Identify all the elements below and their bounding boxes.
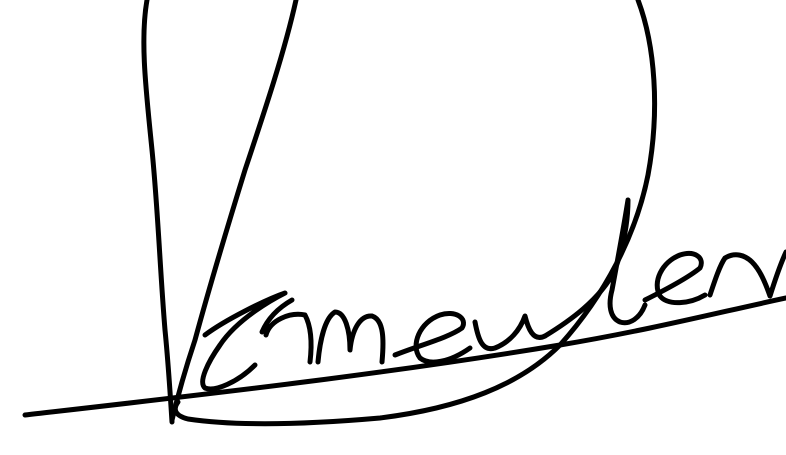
signature-stroke-letter-e2 bbox=[395, 313, 470, 362]
signature-stroke-letter-r bbox=[262, 300, 311, 362]
signature-stroke-v-right bbox=[172, 0, 296, 420]
signature-stroke-letter-e3 bbox=[645, 253, 705, 302]
signature-stroke-letter-u bbox=[475, 316, 545, 349]
signature-stroke-letter-l bbox=[545, 200, 645, 336]
signature-stroke-letter-n bbox=[710, 252, 786, 296]
signature-stroke-letter-e bbox=[203, 293, 285, 389]
signature-stroke-loop bbox=[175, 0, 654, 424]
signature-stroke-v-left bbox=[144, 0, 172, 422]
signature-stroke-underline bbox=[25, 298, 786, 415]
signature-stroke-letter-m1 bbox=[318, 312, 383, 362]
